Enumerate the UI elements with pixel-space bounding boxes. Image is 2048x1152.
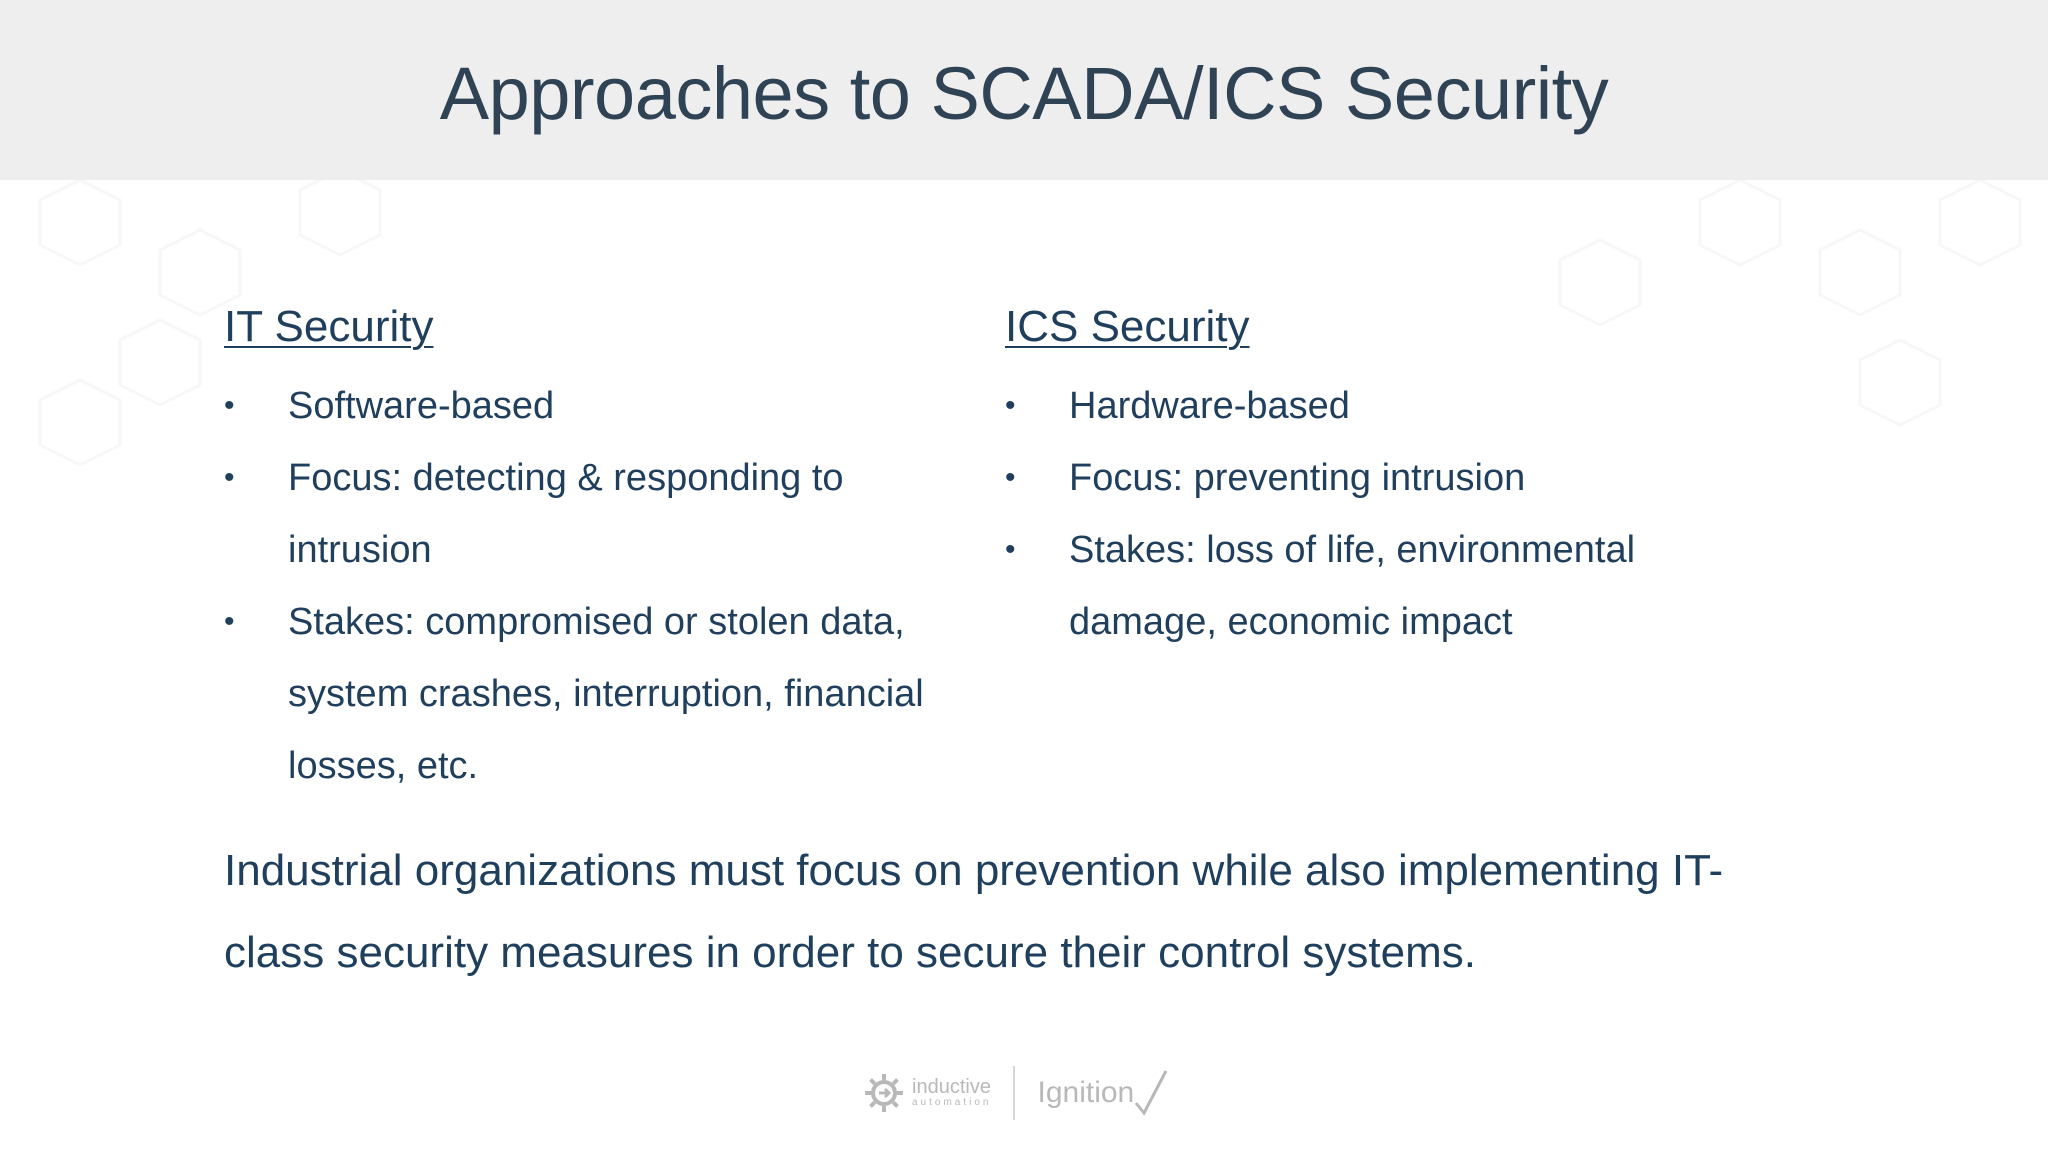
bullet-text: Focus: detecting & responding to intrusion (288, 457, 844, 571)
ics-security-column (1005, 298, 1765, 658)
inductive-sub: automation (912, 1097, 992, 1108)
bullet-icon: • (1005, 389, 1016, 422)
list-item (224, 586, 924, 802)
bullet-text: Stakes: compromised or stolen data, system crashes, interruption, financial losses, etc. (288, 601, 924, 787)
list-item (1005, 442, 1685, 514)
title-bar (0, 0, 2048, 180)
bullet-icon: • (224, 389, 235, 422)
list-item (1005, 514, 1685, 658)
ics-security-heading: ICS Security (1005, 302, 1250, 351)
bullet-text: Hardware-based (1069, 385, 1350, 427)
gear-icon (862, 1071, 906, 1115)
it-security-list (224, 370, 984, 802)
list-item (1005, 370, 1685, 442)
bullet-icon: • (1005, 461, 1016, 494)
footer-logos (862, 1060, 1202, 1126)
ignition-logo (1037, 1069, 1168, 1117)
summary-statement: Industrial organizations must focus on prevention while also implementing IT-class security measures in order to secure their control systems. (224, 846, 1724, 977)
bullet-icon: • (1005, 533, 1016, 566)
checkmark-icon (1134, 1069, 1168, 1117)
inductive-name: inductive (912, 1076, 991, 1098)
it-security-heading: IT Security (224, 302, 434, 351)
slide-title: Approaches to SCADA/ICS Security (439, 51, 1609, 135)
it-security-column (224, 298, 984, 802)
bullet-text: Software-based (288, 385, 555, 427)
bullet-icon: • (224, 605, 235, 638)
list-item (224, 442, 924, 586)
list-item (224, 370, 924, 442)
ics-security-list (1005, 370, 1765, 658)
bullet-text: Focus: preventing intrusion (1069, 457, 1526, 499)
bullet-text: Stakes: loss of life, environmental damage, economic impact (1069, 529, 1636, 643)
ignition-name: Ignition (1037, 1076, 1135, 1109)
bullet-icon: • (224, 461, 235, 494)
logo-divider (1013, 1066, 1015, 1120)
inductive-automation-logo (862, 1071, 991, 1115)
